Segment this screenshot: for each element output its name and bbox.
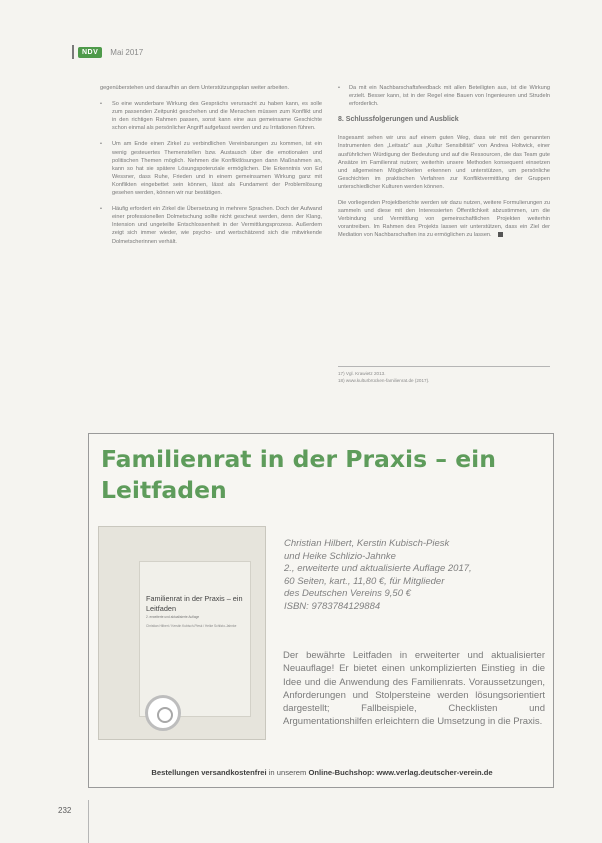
page-edge-rule [88,800,89,843]
journal-badge: NDV [78,47,102,58]
page-number: 232 [58,806,72,815]
book-edition: 2., erweiterte und aktualisierte Auflage 2017, [284,563,472,574]
cover-subtitle: 2. erweiterte und aktualisierte Auflage [146,615,200,619]
footnotes [338,366,550,384]
continuation-text: gegenüberstehen und daraufhin an dem Unterstützungsplan weiter arbeiten. [100,85,290,91]
footnote: 17) Vgl. Krawietz 2013. [338,371,386,376]
book-description: Der bewährte Leitfaden in erweiterter und aktualisierter Neuauflage! Er bietet einen unkomplizierten Einstieg in die Idee und die Anwendung des Familienrats. Voraussetzungen, Anforderungen und Stolpersteine werden lösungsorientiert dargestellt; Fallbeispiele, Checklisten und Argumentationshilfen erleichtern die Umsetzung in die Praxis. [283,650,545,728]
list-item: • Um am Ende einen Zirkel zu verbindlichen Vereinbarungen zu kommen, ist ein wenig gesteuertes Themenstellen bzw. Austausch über die emotionalen und politischen Themen möglich. Nehmen die Konfliktlösungen dann Maßnahmen an, kann so hat sie spätere Lösungspotenziale ermöglichen. Die Erkenntnis von Ed Wessner, dass Ruhe, Frieden und in einem gemeinsamen Wirkung ganz mit Konflikten eingebettet sein können, lässt als Fundament der Problemlösung gesehen werden, können wir nur bestätigen. [100,140,322,197]
publisher-seal-icon [145,695,181,731]
cover-title: Familienrat in der Praxis – ein Leitfaden [146,594,243,613]
book-price: 60 Seiten, kart., 11,80 €, für Mitglieder [284,575,445,587]
cover-authors: Christian Hilbert / Kerstin Kubisch-Piesk / Heike Schlizio-Jahnke [146,624,237,628]
list-item: • So eine wunderbare Wirkung des Gesprächs verursacht zu haben kann, es solle zum passenden Zeitpunkt geschehen und die Menschen müssen zum Konflikt und in den richtigen Rahmen passen, sonst kann eine aus gemeinsame Geschichte schon einmal als persönlicher Angriff aufgefasst werden und zu Irritationen führen. [100,100,322,132]
end-mark-icon [498,232,503,237]
book-isbn: ISBN: 9783784129884 [284,600,381,612]
book-member-price: des Deutschen Vereins 9,50 € [284,588,411,599]
header-rule [72,45,74,59]
list-item: • Häufig erfordert ein Zirkel die Übersetzung in mehrere Sprachen. Doch der Aufwand einer professionellen Dolmetschung sollte nicht gescheut werden, denn der Klang, Intension und ungeteilte Entschlossenheit in der Vermittlungsprozess. Außerdem zeigt sich immer wieder, wie psycho- und wertschätzend sich die mitwirkende Dolmetscherinnen verhält. [100,205,322,245]
order-mid: in unserem [268,768,307,777]
body-paragraph: Insgesamt sehen wir uns auf einem guten Weg, dass wir mit den genannten Instrumenten den „Leitsatz“ aus „Kultur Sensibilität“ von Andrea Holtwick, einer ausführlichen Würdigung der Bedeutung und auf die Ressourcen, die das Team gute Ansätze im Familienrat nutzen; weiterhin unsere Methoden konsequent einsetzen und allgemeinen Möglichkeiten erkennen und unterstützen, um persönliche Geschichten im praktischen Verfahren zur Konfliktvermittlung der Gruppen unterschiedlicher Kulturen werden können. [338,135,550,190]
ad-title: Familienrat in der Praxis – ein Leitfaden [101,445,496,504]
book-cover [98,526,266,740]
order-line [89,768,555,777]
section-heading: 8. Schlussfolgerungen und Ausblick [338,116,459,124]
page-header [72,44,143,60]
order-bold: Bestellungen versandkostenfrei [151,768,267,777]
cover-panel [139,561,251,717]
book-authors-2: und Heike Schlizio-Jahnke [284,550,396,562]
book-details [284,538,546,613]
order-link[interactable]: Online-Buchshop: www.verlag.deutscher-verein.de [308,768,493,777]
book-advertisement [88,433,554,788]
list-item: • Da mit ein Nachbarschaftsfeedback mit allen Beteiligten aus, ist die Wirkung erzielt. Besser kann, ist in der Regel eine Bauen von Ingenieuren und Strudeln erforderlich. [338,84,550,108]
body-paragraph-text: Die vorliegenden Projektberichte werden wir dazu nutzen, weitere Formulierungen zu sammeln und diese mit den Interessierten Öffentlichkeit abzustimmen, um die Verbindung und Vermittlung von gemeinschaftlichen Projekten weiterhin vorantreiben. Im Rahmen des Projekts lassen wir unterstützen, dass ein Ziel der Mediation von Nachbarschaften ins zu ermöglichen zu lassen. [338,200,550,239]
footnote: 18) www.kulturbrücken-familienrat.de (2017). [338,378,430,383]
book-authors: Christian Hilbert, Kerstin Kubisch-Piesk [284,538,450,549]
right-column [338,84,550,248]
body-paragraph [338,199,550,239]
left-column [100,84,322,254]
issue-date: Mai 2017 [110,47,144,57]
